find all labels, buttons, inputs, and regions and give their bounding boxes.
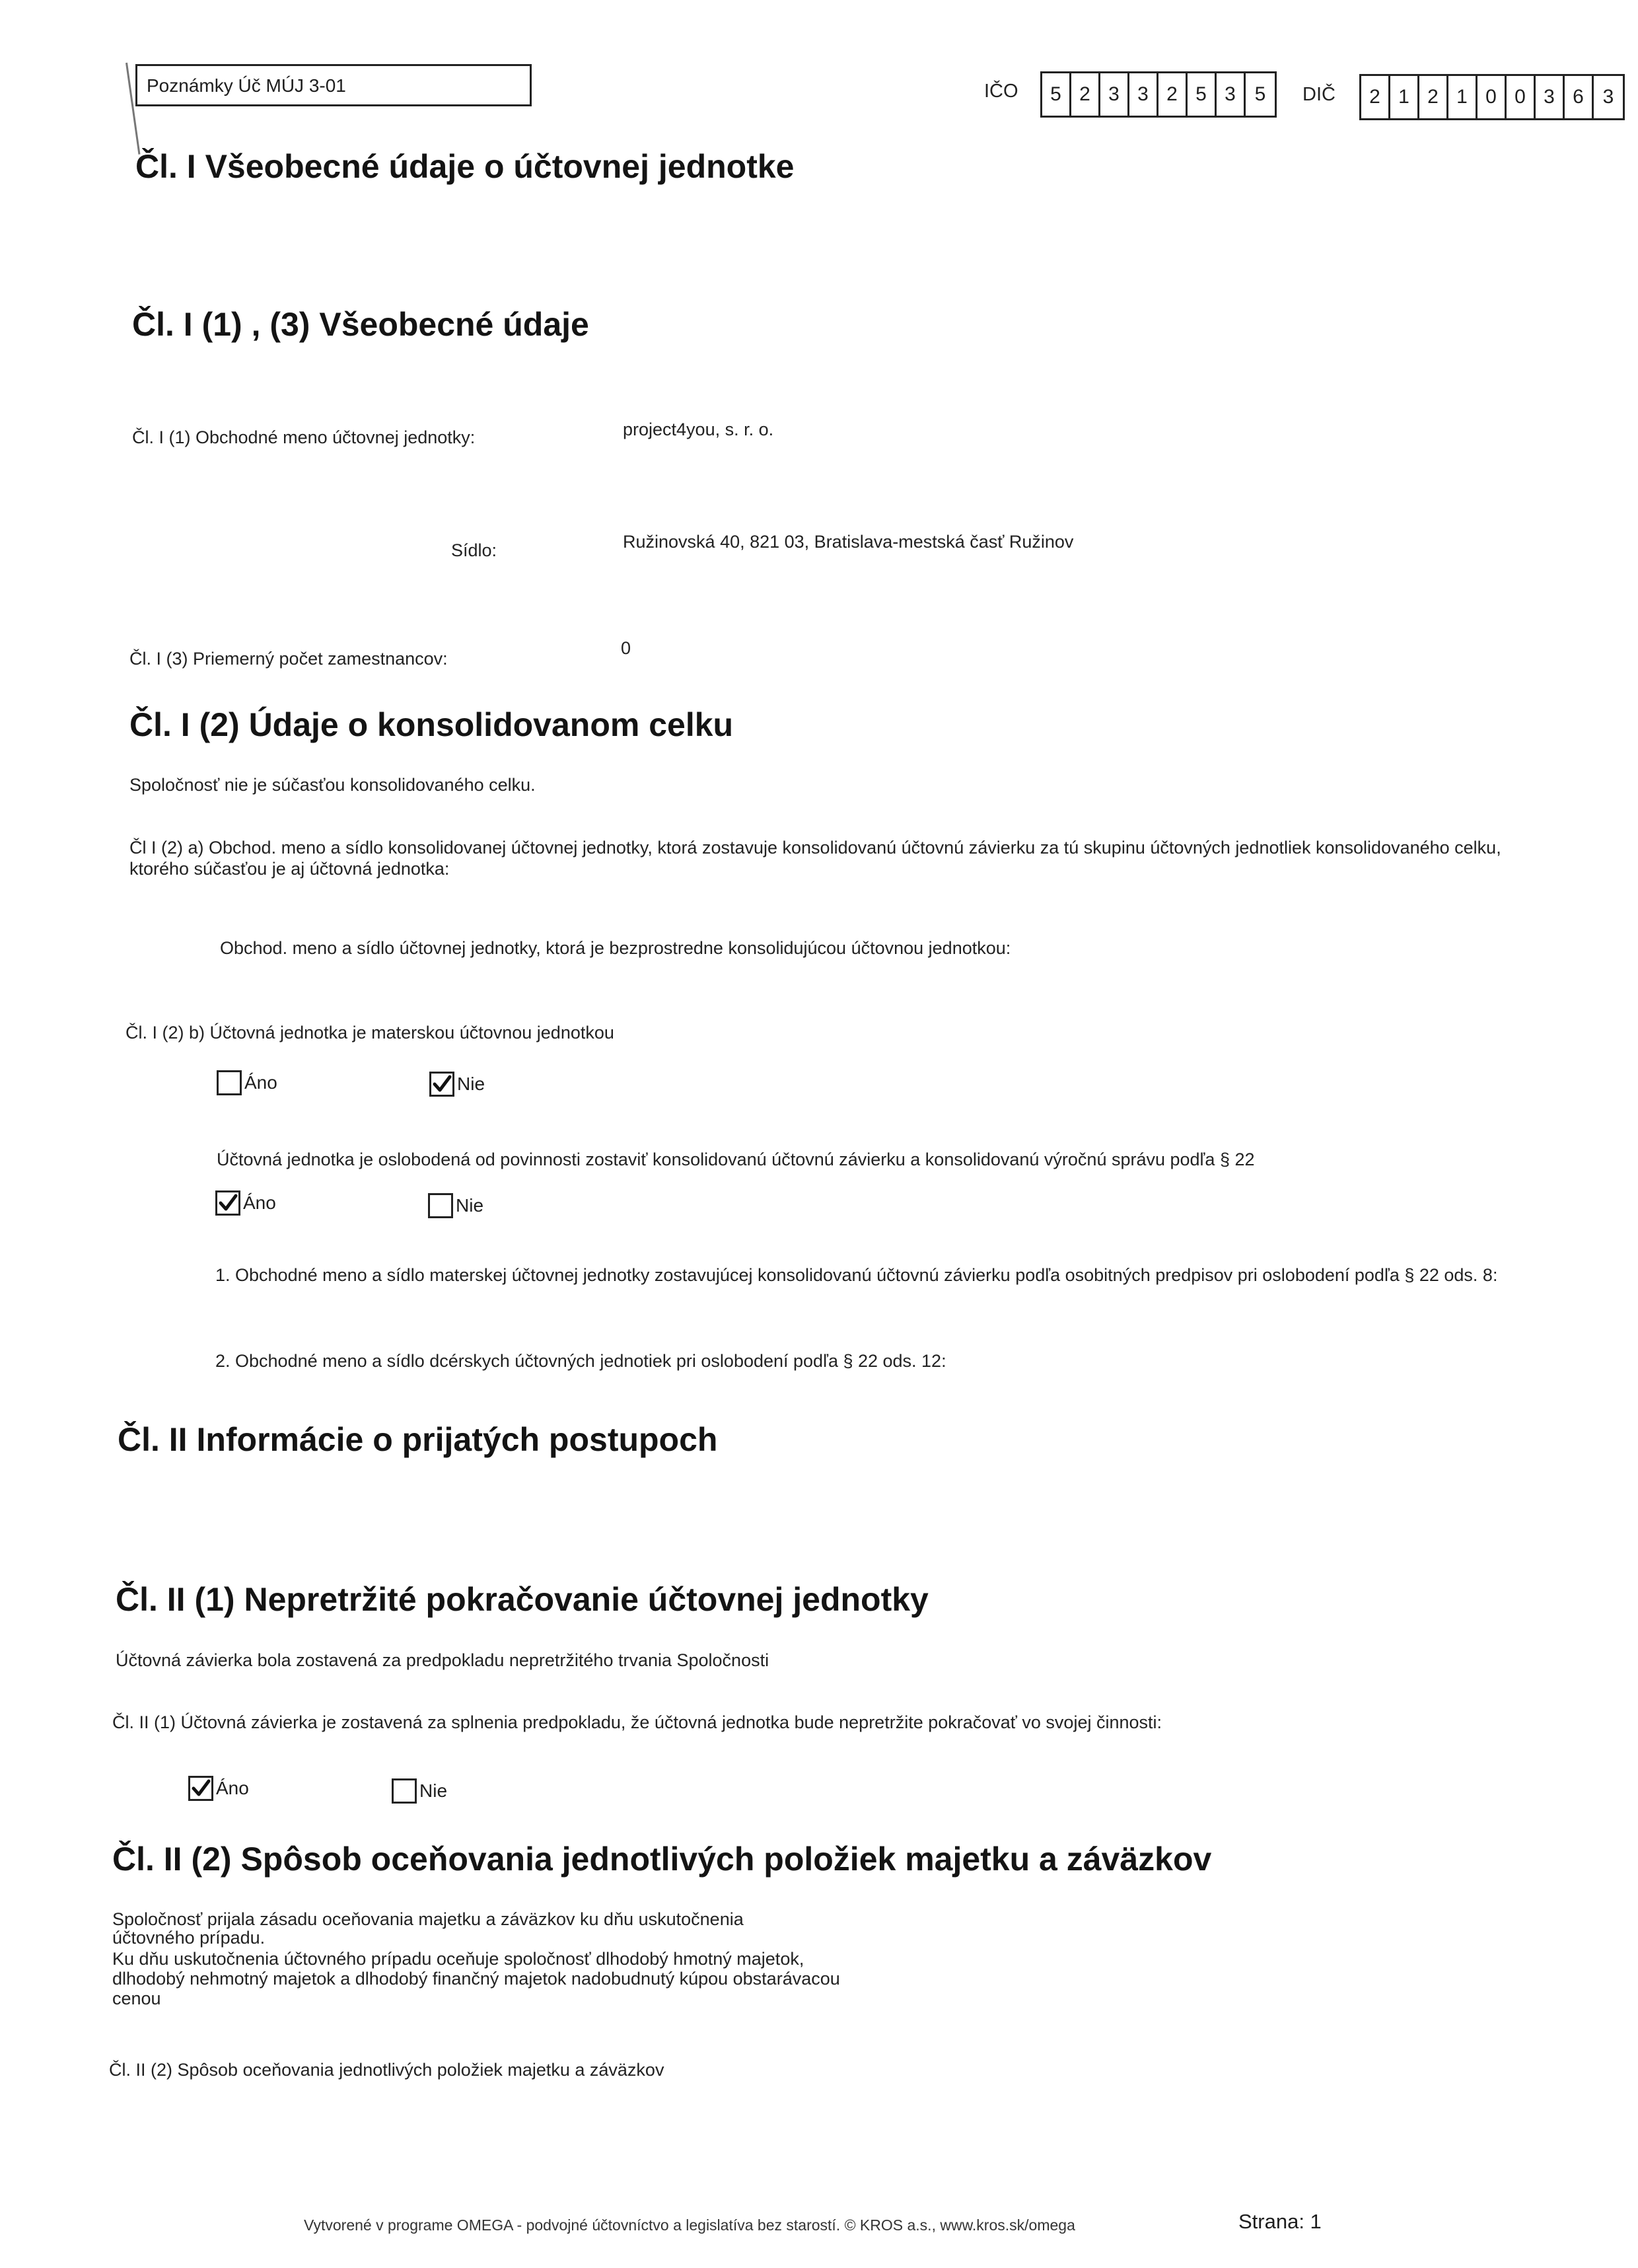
ico-digit: 3 [1100,73,1129,116]
checkbox-box[interactable] [188,1776,213,1801]
dic-digit: 6 [1565,76,1594,118]
exempt-no-checkbox[interactable] [428,1193,483,1218]
footer-created-by: Vytvorené v programe OMEGA - podvojné účtovníctvo a legislatíva bez starostí. © KROS a.s., www.kros.sk/omega [304,2216,1075,2234]
exemption-label: Účtovná jednotka je oslobodená od povinnosti zostaviť konsolidovanú účtovnú závierku a konsolidovanú výročnú správu podľa § 22 [217,1150,1255,1169]
company-name-label: Čl. I (1) Obchodné meno účtovnej jednotky: [132,427,476,447]
exemption-item-1: 1. Obchodné meno a sídlo materskej účtovnej jednotky zostavujúcej konsolidovanú účtovnú závierku podľa osobitných predpisov pri oslobodení podľa § 22 ods. 8: [215,1265,1498,1285]
valuation-text-line-2: účtovného prípadu. [112,1928,266,1948]
section-2-1-title: Čl. II (1) Nepretržité pokračovanie účtovnej jednotky [116,1581,929,1618]
checkmark-icon [191,1778,211,1798]
company-name-value: project4you, s. r. o. [623,420,774,439]
dic-field [1359,74,1625,120]
valuation-footer-label: Čl. II (2) Spôsob oceňovania jednotlivých položiek majetku a záväzkov [109,2060,664,2080]
consolidation-note: Spoločnosť nie je súčasťou konsolidovaného celku. [129,775,536,795]
ico-digit: 3 [1217,73,1246,116]
section-1-title: Čl. I Všeobecné údaje o účtovnej jednotke [135,148,795,185]
page-number: Strana: 1 [1238,2210,1322,2233]
exempt-yes-label: Áno [243,1192,276,1213]
dic-digit: 2 [1419,76,1448,118]
dic-digit: 0 [1478,76,1507,118]
section-2-title: Čl. II Informácie o prijatých postupoch [118,1421,718,1458]
exempt-no-label: Nie [456,1195,484,1216]
dic-digit: 3 [1602,86,1614,108]
going-concern-question: Čl. II (1) Účtovná závierka je zostavená za splnenia predpokladu, že účtovná jednotka bude nepretržite pokračovať vo svojej činnosti: [112,1712,1162,1732]
consolidation-a-line2: ktorého súčasťou je aj účtovná jednotka: [129,859,450,879]
parent-yes-label: Áno [244,1072,277,1093]
valuation-text-line-1: Spoločnosť prijala zásadu oceňovania majetku a záväzkov ku dňu uskutočnenia [112,1909,744,1929]
dic-digit: 3 [1536,76,1565,118]
valuation-text-line-3: Ku dňu uskutočnenia účtovného prípadu oceňuje spoločnosť dlhodobý hmotný majetok, [112,1949,804,1969]
checkmark-icon [432,1074,452,1094]
ico-digit: 2 [1071,73,1100,116]
checkbox-box[interactable] [392,1778,417,1804]
dic-digit: 0 [1507,76,1536,118]
exempt-yes-checkbox[interactable] [215,1190,276,1216]
ico-label: IČO [984,81,1018,102]
parent-no-checkbox[interactable] [429,1072,485,1097]
section-2-2-title: Čl. II (2) Spôsob oceňovania jednotlivých položiek majetku a záväzkov [112,1841,1212,1878]
going-concern-no-label: Nie [419,1780,448,1801]
dic-digit: 2 [1361,76,1390,118]
ico-digit: 5 [1042,73,1071,116]
form-label-box [135,64,532,106]
going-concern-yes-label: Áno [216,1778,249,1798]
section-1-1-title: Čl. I (1) , (3) Všeobecné údaje [132,306,589,343]
checkbox-box[interactable] [215,1190,240,1216]
checkbox-box[interactable] [428,1193,453,1218]
seat-label: Sídlo: [451,540,497,560]
parent-no-label: Nie [457,1074,485,1094]
dic-digit: 1 [1448,76,1478,118]
checkbox-box[interactable] [217,1070,242,1095]
ico-field [1040,71,1277,118]
dic-label: DIČ [1302,84,1335,105]
consolidation-a-line1: Čl I (2) a) Obchod. meno a sídlo konsolidovanej účtovnej jednotky, ktorá zostavuje konsolidovanú účtovnú závierku za tú skupinu účtovných jednotliek konsolidovaného celku, [129,838,1501,858]
direct-consolidator-label: Obchod. meno a sídlo účtovnej jednotky, ktorá je bezprostredne konsolidujúcou účtovnou jednotkou: [220,938,1011,958]
checkmark-icon [218,1193,238,1213]
ico-digit: 3 [1129,73,1158,116]
going-concern-no-checkbox[interactable] [392,1778,447,1804]
employees-value: 0 [621,638,631,658]
checkbox-box[interactable] [429,1072,454,1097]
dic-digit: 1 [1390,76,1419,118]
valuation-text-line-4: dlhodobý nehmotný majetok a dlhodobý finančný majetok nadobudnutý kúpou obstarávacou [112,1969,840,1989]
going-concern-yes-checkbox[interactable] [188,1776,249,1801]
employees-label: Čl. I (3) Priemerný počet zamestnancov: [129,649,448,669]
ico-digit: 5 [1188,73,1217,116]
form-label: Poznámky Úč MÚJ 3-01 [147,75,346,96]
parent-yes-checkbox[interactable] [217,1070,277,1095]
seat-value: Ružinovská 40, 821 03, Bratislava-mestská časť Ružinov [623,532,1074,552]
ico-digit: 5 [1254,83,1266,105]
ico-digit: 2 [1158,73,1188,116]
parent-entity-label: Čl. I (2) b) Účtovná jednotka je materskou účtovnou jednotkou [125,1023,614,1043]
valuation-text-line-5: cenou [112,1989,161,2008]
going-concern-note: Účtovná závierka bola zostavená za predpokladu nepretržitého trvania Spoločnosti [116,1650,769,1670]
section-1-2-title: Čl. I (2) Údaje o konsolidovanom celku [129,706,734,743]
exemption-item-2: 2. Obchodné meno a sídlo dcérskych účtovných jednotiek pri oslobodení podľa § 22 ods. 12: [215,1351,946,1371]
